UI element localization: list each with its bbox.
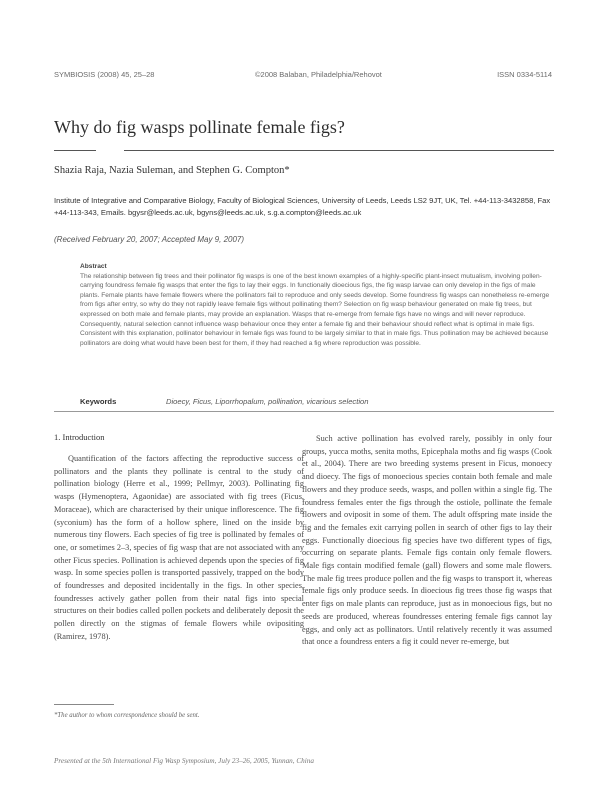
title-rule-short [54, 150, 96, 151]
keywords-value: Dioecy, Ficus, Liporrhopalum, pollination, vicarious selection [166, 397, 369, 406]
footnote-rule [54, 704, 114, 705]
abstract-text: The relationship between fig trees and their pollinator fig wasps is one of the best known examples of a highly-specific plant-insect mutualism, involving pollen-carrying foundress female fig wasps that enter the figs to lay their eggs. In functionally dioecious figs, the fig wasp larvae can only develop in the figs of male plants. Female plants have female flowers where the pollinators fail to reproduce and only seeds develop. Some foundress fig wasps can nonetheless re-emerge from figs after entry, so why do they not rapidly leave female figs without pollinating them? Selection on fig wasp behaviour generated on male fig trees, but expressed on both male and female plants, may provide an explanation. Wasps that re-emerge from female figs have no wings and will never reproduce. Consequently, natural selection cannot influence wasp behaviour once they enter a female fig and their behaviour should reflect what is optimal in male figs. Consistent with this explanation, pollinator behaviour in female figs was found to be largely similar to that in male figs. Thus pollination may be achieved because pollinators are doing what would have been best for them, if they had reached a fig where reproduction was possible. [80, 272, 550, 347]
presentation-note: Presented at the 5th International Fig Wasp Symposium, July 23–26, 2005, Yunnan, China [54, 757, 314, 765]
paragraph: Such active pollination has evolved rarely, possibly in only four groups, yucca moths, senita moths, Epicephala moths and fig wasps (Cook et al., 2004). There are two breeding systems present in Ficus, monoecy and dioecy. The figs of monoecious species contain both female and male flowers and they produce seeds, wasps, and pollen within a single fig. The foundress females enter the figs through the ostiole, pollinate the female flowers and oviposit in some of them. The adult offspring mate inside the fig and the females exit carrying pollen in search of other figs to lay their eggs. Functionally dioecious fig species have two different types of figs, occurring on separate plants. Female figs contain only female flowers. Male figs contain modified female (gall) flowers and some male flowers. The male fig trees produce pollen and the fig wasps to transport it, whereas female figs only produce seeds. In dioecious fig trees those fig wasps that enter figs on male plants can reproduce, just as in monoecious figs, but no seeds are produced, whereas foundresses entering female figs cannot lay eggs, and only act as pollinators. Until relatively recently it was assumed that once a foundress enters a fig it could never re-emerge, but [302, 434, 552, 647]
section-heading: 1. Introduction [54, 432, 105, 442]
keywords-label: Keywords [80, 397, 117, 406]
paragraph: Quantification of the factors affecting the reproductive success of pollinators and the plants they pollinate is central to the study of pollination biology (Herre et al., 1999; Pellmyr, 2003). Pollinating fig wasps (Hymenoptera, Agaonidae) are associated with fig trees (Ficus, Moraceae), which are characterised by their unique inflorescence. The fig (syconium) has the form of a hollow sphere, lined on the inside by numerous tiny flowers. Each species of fig tree is pollinated by females of one, or sometimes 2–3, species of fig wasp that are not associated with any other Ficus species. Pollination is achieved depends upon the species of fig wasp. In some species pollen is transported passively, trapped on the body of foundresses and deposited incidentally in the figs. In other species, foundresses actively gather pollen from their natal figs into special structures on their bodies called pollen pockets and deliberately deposit the pollen directly on the stigmas of female flowers while ovipositing (Ramirez, 1978). [54, 454, 304, 641]
left-column [54, 453, 304, 644]
journal-citation: SYMBIOSIS (2008) 45, 25–28 [54, 70, 155, 79]
paper-title: Why do fig wasps pollinate female figs? [54, 117, 345, 137]
issn: ISSN 0334-5114 [497, 70, 552, 79]
copyright-notice: ©2008 Balaban, Philadelphia/Rehovot [255, 70, 382, 79]
right-column [302, 433, 552, 649]
keywords [80, 397, 368, 406]
title-rule-long [124, 150, 554, 151]
keywords-rule [54, 411, 554, 412]
authors: Shazia Raja, Nazia Suleman, and Stephen G. Compton* [54, 165, 290, 176]
footnote: *The author to whom correspondence should be sent. [54, 712, 200, 719]
received-dates: (Received February 20, 2007; Accepted May 9, 2007) [54, 235, 245, 244]
abstract [80, 262, 550, 348]
abstract-heading: Abstract [80, 263, 107, 270]
affiliation: Institute of Integrative and Comparative Biology, Faculty of Biological Sciences, University of Leeds, Leeds LS2 9JT, UK, Tel. +44-113-3432858, Fax +44-113-343, Emails. bgysr@leeds.ac.uk, bgyns@leeds.ac.uk, s.g.a.compton@leeds.ac.uk [54, 196, 551, 217]
